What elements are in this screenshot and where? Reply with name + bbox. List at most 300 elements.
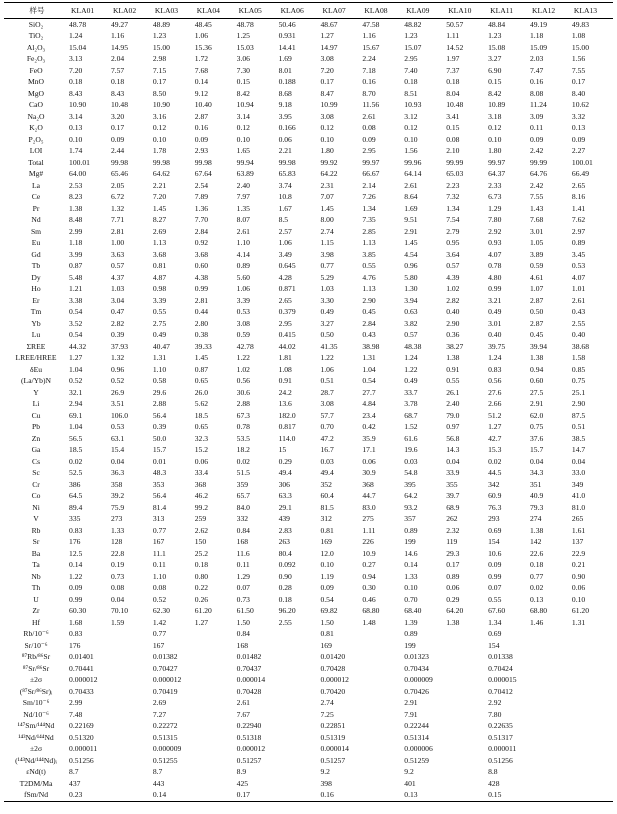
table-cell: 18.2 xyxy=(236,445,250,455)
table-cell: 2.97 xyxy=(571,226,586,236)
table-cell: 0.02 xyxy=(530,583,544,593)
table-cell xyxy=(278,709,320,721)
table-cell: 0.90 xyxy=(571,571,586,581)
table-cell: 3.39 xyxy=(236,295,250,305)
table-row xyxy=(4,744,613,756)
row-label: V xyxy=(33,514,39,524)
table-row xyxy=(4,203,613,215)
row-label: Sc xyxy=(32,468,40,478)
table-cell: 2.42 xyxy=(530,146,544,156)
table-cell: 1.22 xyxy=(320,353,334,363)
table-cell: 0.77 xyxy=(530,571,544,581)
table-cell: 60.9 xyxy=(488,491,502,501)
table-cell: 30.9 xyxy=(362,468,376,478)
table-cell: 81.5 xyxy=(320,502,334,512)
table-cell: 34.3 xyxy=(530,468,544,478)
table-row xyxy=(4,640,613,652)
table-cell: 262 xyxy=(446,514,458,524)
table-row xyxy=(4,399,613,411)
row-label: fSm/Nd xyxy=(4,790,68,802)
table-cell: 0.04 xyxy=(530,456,544,466)
table-cell: 93.2 xyxy=(404,502,418,512)
table-cell: 49.27 xyxy=(110,19,129,29)
table-cell: 0.645 xyxy=(278,261,296,271)
table-cell: 1.27 xyxy=(320,31,334,41)
table-cell: 17.1 xyxy=(362,445,376,455)
table-cell: 8.64 xyxy=(404,192,418,202)
table-cell: 40.9 xyxy=(530,491,544,501)
table-cell: 68.9 xyxy=(446,502,460,512)
table-cell: 2.14 xyxy=(362,180,376,190)
row-label: ⁸⁷Rb/⁸⁶Sr xyxy=(21,652,51,662)
table-cell xyxy=(529,790,571,802)
table-cell: 27.7 xyxy=(362,387,376,397)
table-cell: 23.4 xyxy=(362,410,376,420)
table-cell: 79.0 xyxy=(446,410,460,420)
table-cell: 48.67 xyxy=(320,19,338,29)
table-row xyxy=(4,675,613,687)
table-cell xyxy=(571,744,613,756)
table-cell: 226 xyxy=(362,537,374,547)
table-cell: 14.3 xyxy=(446,445,460,455)
table-cell: 168 xyxy=(236,640,249,650)
table-cell: 2.65 xyxy=(278,295,292,305)
table-cell: 99.99 xyxy=(446,157,464,167)
table-cell: 0.14 xyxy=(152,790,194,802)
table-cell: 4.39 xyxy=(446,272,460,282)
table-cell: 0.13 xyxy=(571,123,586,133)
table-cell: 2.75 xyxy=(152,318,167,328)
table-cell: 38.98 xyxy=(362,341,380,351)
table-cell: 0.15 xyxy=(487,790,529,802)
table-cell: 3.01 xyxy=(530,226,544,236)
table-row xyxy=(4,433,613,445)
table-cell: 7.68 xyxy=(194,65,209,75)
table-cell: 51.5 xyxy=(236,468,250,478)
table-cell: 199 xyxy=(404,537,416,547)
table-cell: 359 xyxy=(236,479,249,489)
table-cell: 10.8 xyxy=(278,192,292,202)
table-cell: 0.12 xyxy=(488,123,502,133)
table-cell: 2.24 xyxy=(362,54,376,64)
table-cell: 1.13 xyxy=(362,284,376,294)
row-label: Pb xyxy=(32,422,41,432)
table-cell: 7.27 xyxy=(152,709,167,719)
table-cell: 0.45 xyxy=(530,330,544,340)
table-body xyxy=(4,19,613,802)
row-label: Y xyxy=(33,387,39,397)
table-cell: 4.76 xyxy=(362,272,376,282)
table-cell: 37.93 xyxy=(110,341,129,351)
row-label: Ho xyxy=(31,284,41,294)
table-cell xyxy=(278,675,320,687)
table-cell: 0.99 xyxy=(488,571,502,581)
table-cell: 15 xyxy=(278,445,287,455)
table-cell: 56.4 xyxy=(152,410,167,420)
table-cell: 0.17 xyxy=(110,123,125,133)
table-cell: 76.3 xyxy=(488,502,502,512)
table-cell: 0.90 xyxy=(278,571,292,581)
table-cell xyxy=(571,790,613,802)
table-cell: 0.18 xyxy=(194,560,209,570)
table-cell: 0.85 xyxy=(571,364,586,374)
table-cell: 1.02 xyxy=(236,364,250,374)
table-cell: 1.32 xyxy=(110,203,125,213)
table-cell: 0.08 xyxy=(362,123,376,133)
table-cell: 0.871 xyxy=(278,284,296,294)
table-cell: 2.79 xyxy=(446,226,460,236)
table-cell xyxy=(529,663,571,675)
table-cell: 0.49 xyxy=(488,307,502,317)
table-cell: 0.01382 xyxy=(152,652,178,662)
table-cell: 2.92 xyxy=(488,698,502,708)
table-cell: 1.21 xyxy=(69,284,83,294)
table-row xyxy=(4,606,613,618)
row-label: FeO xyxy=(29,65,43,75)
row-label: Na₂O xyxy=(27,111,45,121)
table-row xyxy=(4,525,613,537)
table-cell: 69.1 xyxy=(69,410,83,420)
table-row xyxy=(4,353,613,365)
table-cell: 1.06 xyxy=(194,31,209,41)
table-cell: 0.60 xyxy=(530,376,544,386)
table-cell: 1.24 xyxy=(69,31,83,41)
table-cell: 1.46 xyxy=(530,617,544,627)
table-cell: 1.30 xyxy=(404,284,418,294)
table-cell: 48.78 xyxy=(69,19,87,29)
table-cell: 0.89 xyxy=(404,525,418,535)
table-cell: 2.91 xyxy=(404,698,418,708)
row-label: ΣREE xyxy=(26,341,46,351)
table-cell: 4.14 xyxy=(236,249,250,259)
table-cell: 0.40 xyxy=(571,330,586,340)
table-cell: 0.58 xyxy=(152,376,167,386)
table-cell: 0.51256 xyxy=(488,755,513,765)
table-cell: 0.02 xyxy=(69,456,83,466)
row-label: TiO₂ xyxy=(28,31,44,41)
table-cell: 312 xyxy=(320,514,332,524)
table-cell: 7.80 xyxy=(488,709,502,719)
table-cell: 2.88 xyxy=(152,399,167,409)
table-cell: 0.29 xyxy=(446,594,460,604)
table-cell: 1.74 xyxy=(69,146,83,156)
table-cell: 1.61 xyxy=(571,525,586,535)
table-cell: 10.6 xyxy=(488,548,502,558)
table-cell: 2.61 xyxy=(362,111,376,121)
table-row xyxy=(4,456,613,468)
table-cell xyxy=(110,698,152,710)
table-cell: 355 xyxy=(446,479,458,489)
table-cell: 0.78 xyxy=(236,422,250,432)
table-cell: 0.03 xyxy=(320,456,334,466)
row-label: Nd/10⁻⁶ xyxy=(23,709,49,719)
table-cell: 2.66 xyxy=(488,399,502,409)
row-label: ±2σ xyxy=(29,675,43,685)
table-row xyxy=(4,514,613,526)
table-cell: 1.68 xyxy=(69,617,83,627)
table-row xyxy=(4,192,613,204)
table-cell: 0.56 xyxy=(236,376,250,386)
row-label: Cr xyxy=(32,479,40,489)
table-cell: 3.68 xyxy=(194,249,209,259)
table-cell: 67.64 xyxy=(194,169,212,179)
table-cell: 1.07 xyxy=(530,284,544,294)
table-cell: 0.40 xyxy=(446,307,460,317)
table-cell: 4.07 xyxy=(488,249,502,259)
table-cell: 0.19 xyxy=(110,560,125,570)
table-cell: 0.69 xyxy=(488,525,502,535)
table-cell: 7.70 xyxy=(194,215,209,225)
table-cell: 128 xyxy=(110,537,123,547)
table-cell: 2.61 xyxy=(236,698,250,708)
table-cell: 2.84 xyxy=(194,226,209,236)
table-cell: 0.51256 xyxy=(69,755,94,765)
row-label: Sr/10⁻⁶ xyxy=(24,640,48,650)
table-cell: 0.57 xyxy=(446,261,460,271)
table-cell xyxy=(571,698,613,710)
table-cell: 80.4 xyxy=(278,548,292,558)
table-cell: 7.25 xyxy=(320,709,334,719)
table-cell: 15.00 xyxy=(571,42,589,52)
table-cell: 10.48 xyxy=(446,100,464,110)
table-cell: 47.58 xyxy=(362,19,380,29)
table-cell: 3.09 xyxy=(530,111,544,121)
table-cell: 15.07 xyxy=(404,42,422,52)
table-cell: 0.09 xyxy=(69,583,83,593)
table-cell: 2.69 xyxy=(152,698,167,708)
table-cell xyxy=(571,686,613,698)
table-cell: 0.000011 xyxy=(69,744,98,754)
table-cell: 2.90 xyxy=(446,318,460,328)
table-cell: 0.70424 xyxy=(488,663,513,673)
table-cell: 7.48 xyxy=(69,709,83,719)
table-cell: 0.80 xyxy=(194,571,209,581)
table-row xyxy=(4,31,613,43)
table-cell: 10.94 xyxy=(236,100,254,110)
row-label: Ni xyxy=(32,502,40,512)
table-cell: 0.73 xyxy=(110,571,125,581)
table-cell: 0.12 xyxy=(404,123,418,133)
table-cell: 386 xyxy=(69,479,81,489)
table-cell: 38.5 xyxy=(571,433,586,443)
table-row xyxy=(4,169,613,181)
table-cell: 0.70419 xyxy=(152,686,178,696)
row-label: U xyxy=(33,594,39,604)
table-cell: 0.43 xyxy=(571,307,586,317)
data-table-document xyxy=(4,2,613,802)
table-cell: 0.70427 xyxy=(152,663,178,673)
table-cell: 8.47 xyxy=(320,88,334,98)
table-cell: 2.57 xyxy=(278,226,292,236)
table-cell: 0.56 xyxy=(488,376,502,386)
table-cell: 0.06 xyxy=(278,134,292,144)
table-cell: 0.39 xyxy=(110,330,125,340)
table-cell: 0.91 xyxy=(446,364,460,374)
column-header-sample-id: KLA03 xyxy=(152,3,194,19)
table-cell: 1.50 xyxy=(320,617,334,627)
table-cell: 11.56 xyxy=(362,100,380,110)
table-cell: 49.19 xyxy=(530,19,548,29)
table-cell: 42.7 xyxy=(488,433,502,443)
table-cell: 64.37 xyxy=(488,169,506,179)
table-row xyxy=(4,249,613,261)
table-row xyxy=(4,594,613,606)
table-cell: 3.27 xyxy=(320,318,334,328)
table-cell: 8.50 xyxy=(152,88,167,98)
row-label: Ce xyxy=(31,192,41,202)
table-cell: 437 xyxy=(69,778,81,788)
table-cell: 154 xyxy=(488,537,500,547)
table-row xyxy=(4,617,613,629)
table-cell: 1.06 xyxy=(278,238,292,248)
table-cell: 3.98 xyxy=(320,249,334,259)
table-cell xyxy=(110,686,152,698)
table-cell xyxy=(278,732,320,744)
table-cell: 47.2 xyxy=(320,433,334,443)
table-cell: 2.91 xyxy=(530,399,544,409)
table-cell: 8.9 xyxy=(236,767,247,777)
table-cell: 1.58 xyxy=(571,353,586,363)
table-cell: 0.95 xyxy=(446,238,460,248)
table-cell: 199 xyxy=(404,640,416,650)
table-cell: 1.59 xyxy=(110,617,125,627)
table-cell: 14.41 xyxy=(278,42,296,52)
table-cell: 0.52 xyxy=(69,376,83,386)
table-cell: 0.51 xyxy=(571,422,586,432)
table-cell: 1.04 xyxy=(362,364,376,374)
table-cell: 14.7 xyxy=(571,445,586,455)
table-cell: 1.97 xyxy=(446,54,460,64)
table-cell: 1.42 xyxy=(152,617,167,627)
table-cell: 0.22635 xyxy=(488,721,513,731)
table-cell xyxy=(529,629,571,641)
table-cell: 2.21 xyxy=(278,146,292,156)
table-cell: 0.81 xyxy=(320,629,334,639)
table-cell: 0.17 xyxy=(236,790,278,802)
table-cell: 2.99 xyxy=(69,698,83,708)
table-cell: 274 xyxy=(530,514,542,524)
table-cell: 7.55 xyxy=(571,65,586,75)
table-cell xyxy=(361,709,403,721)
table-cell: 8.42 xyxy=(236,88,250,98)
table-cell: 2.90 xyxy=(571,399,586,409)
table-cell xyxy=(361,755,403,767)
table-cell: 50.46 xyxy=(278,19,296,29)
table-cell xyxy=(361,652,403,664)
table-cell: 10.62 xyxy=(571,100,589,110)
table-cell: 56.4 xyxy=(152,491,167,501)
table-cell: 0.28 xyxy=(278,583,292,593)
table-row xyxy=(4,767,613,779)
table-cell: 100.01 xyxy=(571,157,593,167)
table-cell xyxy=(445,663,487,675)
column-header-sample-id: KLA08 xyxy=(361,3,403,19)
table-cell: 41.0 xyxy=(571,491,586,501)
table-cell xyxy=(571,652,613,664)
table-cell: 26.0 xyxy=(194,387,209,397)
table-cell: 0.01420 xyxy=(320,652,346,662)
table-cell xyxy=(571,778,613,790)
table-cell: 176 xyxy=(69,640,81,650)
table-cell: 7.07 xyxy=(320,192,334,202)
table-cell: 0.70428 xyxy=(320,663,346,673)
table-cell: 48.84 xyxy=(488,19,506,29)
table-cell xyxy=(194,709,236,721)
table-cell: 52.5 xyxy=(69,468,83,478)
table-cell: 3.45 xyxy=(571,249,586,259)
table-cell: 1.25 xyxy=(236,31,250,41)
table-cell: 358 xyxy=(110,479,123,489)
table-cell: 3.85 xyxy=(362,249,376,259)
table-cell: 3.99 xyxy=(69,249,83,259)
table-cell: 2.87 xyxy=(194,111,209,121)
table-cell: 7.54 xyxy=(446,215,460,225)
table-cell: 2.99 xyxy=(69,226,83,236)
table-row xyxy=(4,330,613,342)
table-cell: 0.70434 xyxy=(404,663,429,673)
table-cell: 0.55 xyxy=(488,594,502,604)
table-cell: 0.46 xyxy=(362,594,376,604)
table-cell: 275 xyxy=(362,514,374,524)
table-cell: 10.90 xyxy=(69,100,87,110)
table-row xyxy=(4,445,613,457)
table-cell xyxy=(361,629,403,641)
table-cell: 0.49 xyxy=(320,307,334,317)
table-cell: 32.3 xyxy=(194,433,209,443)
table-cell: 7.20 xyxy=(320,65,334,75)
table-cell: 26.9 xyxy=(110,387,125,397)
table-cell: 1.56 xyxy=(571,54,586,64)
table-cell: 167 xyxy=(152,537,165,547)
row-label: Zn xyxy=(31,433,41,443)
table-row xyxy=(4,560,613,572)
table-cell: 99.98 xyxy=(152,157,170,167)
table-cell xyxy=(445,686,487,698)
table-cell: 3.49 xyxy=(278,249,292,259)
table-cell: 3.08 xyxy=(320,399,334,409)
table-cell xyxy=(361,663,403,675)
table-cell: 4.28 xyxy=(278,272,292,282)
table-cell: 1.24 xyxy=(488,353,502,363)
table-cell: 0.38 xyxy=(194,330,209,340)
table-cell: 0.04 xyxy=(571,456,586,466)
table-cell: 7.30 xyxy=(236,65,250,75)
table-cell: 64.62 xyxy=(152,169,170,179)
table-cell: 1.33 xyxy=(110,525,125,535)
table-cell: 1.39 xyxy=(404,617,418,627)
table-cell: 8.51 xyxy=(404,88,418,98)
table-cell: 0.02 xyxy=(488,456,502,466)
table-cell: 0.188 xyxy=(278,77,296,87)
table-cell xyxy=(445,721,487,733)
table-cell: 15.67 xyxy=(362,42,380,52)
table-cell xyxy=(361,721,403,733)
table-cell: 0.43 xyxy=(362,330,376,340)
table-row xyxy=(4,571,613,583)
table-cell: 15.2 xyxy=(194,445,209,455)
table-cell: 0.91 xyxy=(278,376,292,386)
table-cell: 1.41 xyxy=(571,203,586,213)
table-cell: 0.70441 xyxy=(69,663,94,673)
table-row xyxy=(4,502,613,514)
table-cell: 3.38 xyxy=(69,295,83,305)
table-cell: 0.09 xyxy=(362,134,376,144)
table-cell: 1.03 xyxy=(110,284,125,294)
table-cell: 0.23 xyxy=(68,790,110,802)
table-cell: 1.38 xyxy=(530,525,544,535)
table-cell xyxy=(571,732,613,744)
table-cell xyxy=(194,652,236,664)
